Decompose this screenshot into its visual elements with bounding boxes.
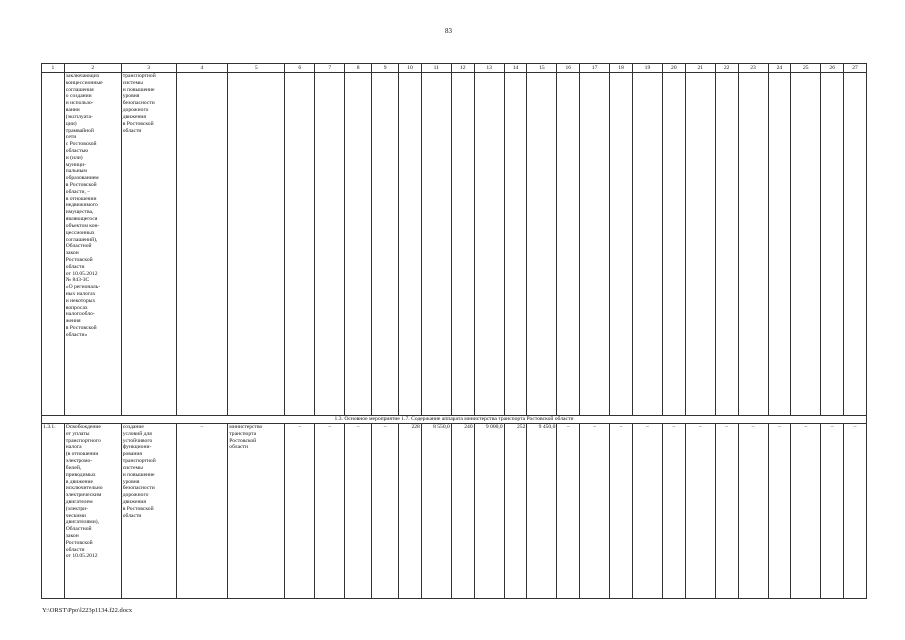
table-cell: 8 550,0 — [421, 424, 451, 599]
table-cell: – — [768, 424, 791, 599]
column-number: 13 — [474, 64, 504, 73]
column-number: 5 — [228, 64, 285, 73]
column-number: 18 — [610, 64, 633, 73]
column-number: 15 — [527, 64, 557, 73]
table-cell: – — [662, 424, 685, 599]
table-cell: – — [580, 424, 610, 599]
column-number: 14 — [504, 64, 527, 73]
column-number: 27 — [844, 64, 867, 73]
section-row — [42, 416, 867, 424]
column-number: 25 — [791, 64, 821, 73]
responsible-executor: министерство транспорта Ростовской области — [228, 424, 285, 599]
table-cell: – — [632, 424, 662, 599]
column-number: 21 — [685, 64, 715, 73]
table-cell: – — [372, 424, 399, 599]
table-cell: – — [285, 424, 315, 599]
table-cell: – — [844, 424, 867, 599]
table-cell: 9 000,0 — [474, 424, 504, 599]
column-number-row — [42, 64, 867, 73]
table-cell: – — [557, 424, 580, 599]
table-cell: 240 — [451, 424, 474, 599]
column-number: 3 — [121, 64, 176, 73]
measure-goal: транспортной системы и повышение уровня безопасности дорожного движения в Ростовской области — [121, 73, 176, 416]
column-number: 12 — [451, 64, 474, 73]
table-cell: – — [821, 424, 844, 599]
table-cell: – — [738, 424, 768, 599]
column-number: 7 — [315, 64, 345, 73]
table-cell: – — [791, 424, 821, 599]
table-cell: 228 — [399, 424, 422, 599]
measure-description: Освобождение от уплаты транспортного налога (в отношении электромо- билей, приводимых в движение исключительно электрическим двигателем (электри- ческими двигателями), Областной закон Ростовской области от 10.05.2012 — [64, 424, 121, 599]
column-number: 1 — [42, 64, 65, 73]
table-cell: 252 — [504, 424, 527, 599]
file-path-footer: Y:\ORST\Ppo\l223p1134.f22.docx — [42, 607, 133, 614]
column-number: 19 — [632, 64, 662, 73]
row-number: 1.3.1. — [42, 424, 65, 599]
table-row-continuation — [42, 73, 867, 416]
table-cell: – — [345, 424, 372, 599]
section-title: 1.3. Основное мероприятие 1.7. Содержание аппарата министерства транспорта Ростовской области — [42, 416, 867, 424]
table-row — [42, 424, 867, 599]
column-number: 6 — [285, 64, 315, 73]
column-number: 8 — [345, 64, 372, 73]
table-cell: – — [685, 424, 715, 599]
column-number: 16 — [557, 64, 580, 73]
column-number: 9 — [372, 64, 399, 73]
column-number: 2 — [64, 64, 121, 73]
column-number: 20 — [662, 64, 685, 73]
measure-goal: создание условий для устойчивого функциони- рования транспортной системы и повышение уровня безопасности дорожного движения в Ростовской области — [121, 424, 176, 599]
column-number: 23 — [738, 64, 768, 73]
column-number: 22 — [715, 64, 738, 73]
program-table — [41, 63, 867, 599]
column-number: 11 — [421, 64, 451, 73]
measure-description: заключающих концессионные соглашения о создании и использо- вании (эксплуата- ции) трамвайной сети с Ростовской областью и (или) муници- пальным образованием в Ростовской области, – в отношении недвижимого имущества, являющегося объектом кон- цессионных соглашений), Областной закон Ростовской области от 10.05.2012 № 843-ЗС «О региональ- ных налогах и некоторых вопросах налогообло- жения в Ростовской области» — [64, 73, 121, 416]
column-number: 10 — [399, 64, 422, 73]
column-number: 26 — [821, 64, 844, 73]
table-cell: – — [610, 424, 633, 599]
table-cell: – — [715, 424, 738, 599]
column-number: 24 — [768, 64, 791, 73]
table-cell: – — [176, 424, 228, 599]
table-cell: 9 450,0 — [527, 424, 557, 599]
column-number: 4 — [176, 64, 228, 73]
page-number: 83 — [445, 27, 452, 35]
column-number: 17 — [580, 64, 610, 73]
table-cell: – — [315, 424, 345, 599]
